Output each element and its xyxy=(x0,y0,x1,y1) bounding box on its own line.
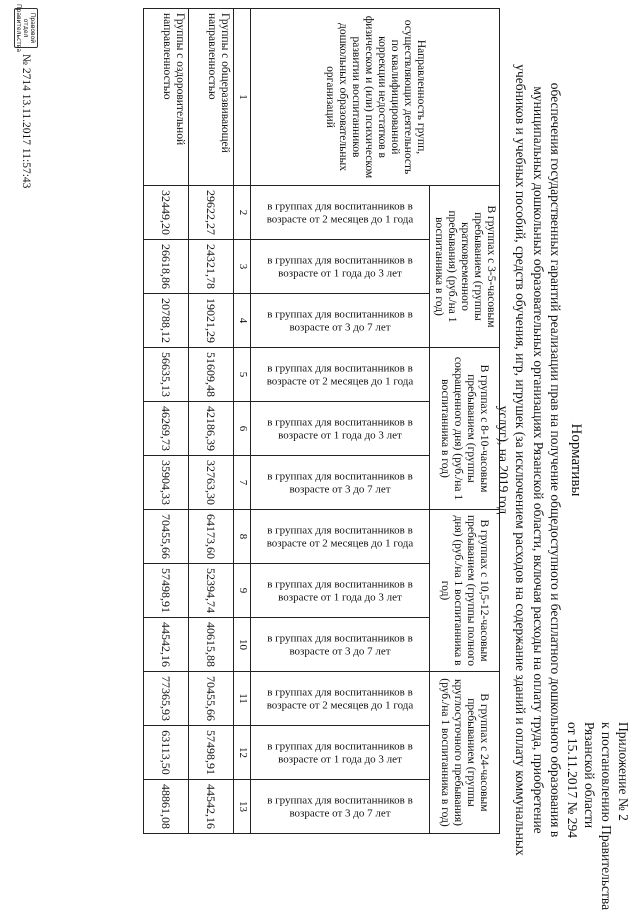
table-cell: 32763,30 xyxy=(189,456,234,510)
column-number: 4 xyxy=(234,294,251,348)
group-header-round-the-clock: В группах с 24-часовым пребыванием (группы круглосуточного пребывания) (руб./на 1 воспитанника в год) xyxy=(430,672,500,834)
subheader-age-3y-7y: в группах для воспитанников в возрасте от 3 до 7 лет xyxy=(251,780,430,834)
row-label-health: Группы с оздоровительной направленностью xyxy=(144,9,189,186)
column-number: 7 xyxy=(234,456,251,510)
column-number: 12 xyxy=(234,726,251,780)
table-cell: 70455,66 xyxy=(144,510,189,564)
table-cell: 57498,91 xyxy=(144,564,189,618)
stamp-logo-text: Правовой отдел Правительства xyxy=(15,4,37,52)
table-row xyxy=(189,9,234,834)
stamp-text: № 2714 13.11.2017 11:57:43 xyxy=(20,54,32,189)
column-number: 3 xyxy=(234,240,251,294)
subheader-age-3y-7y: в группах для воспитанников в возрасте от 3 до 7 лет xyxy=(251,618,430,672)
column-number: 2 xyxy=(234,186,251,240)
table-cell: 56635,13 xyxy=(144,348,189,402)
title-heading: Нормативы xyxy=(568,423,584,497)
table-cell: 52394,74 xyxy=(189,564,234,618)
table-row xyxy=(144,9,189,834)
table-cell: 40615,88 xyxy=(189,618,234,672)
column-number: 13 xyxy=(234,780,251,834)
corner-header: Направленность групп, осуществляющих деятельность по квалифицированной коррекции недостатков в физическом и (или) психическом развитии воспитанников дошкольных образовательных организаций xyxy=(251,9,500,186)
registration-stamp xyxy=(14,4,38,428)
subheader-age-2m-1y: в группах для воспитанников в возрасте от 2 месяцев до 1 года xyxy=(251,348,430,402)
table-cell: 20788,12 xyxy=(144,294,189,348)
table-cell: 64173,60 xyxy=(189,510,234,564)
column-number: 10 xyxy=(234,618,251,672)
table-cell: 26618,86 xyxy=(144,240,189,294)
column-number-row xyxy=(234,9,251,834)
table-cell: 32449,20 xyxy=(144,186,189,240)
table-cell: 46269,73 xyxy=(144,402,189,456)
subheader-age-1y-3y: в группах для воспитанников в возрасте от 1 года до 3 лет xyxy=(251,726,430,780)
group-header-short-stay: В группах с 3-5-часовым пребыванием (группы кратковременного пребывания) (руб./на 1 воспитанника в год) xyxy=(430,186,500,348)
title-body: обеспечения государственных гарантий реализации прав на получение общедоступного и бесплатного дошкольного образования в муниципальных дошкольных образовательных организациях Рязанской области, включая расходы на оплату труда, приобретение учебников и учебных пособий, средств обучения, игр, игрушек (за исключением расходов на содержание зданий и оплату коммунальных услуг), на 2019 год xyxy=(496,64,564,856)
appendix-line-1: Приложение № 2 xyxy=(616,722,631,821)
table-cell: 70455,66 xyxy=(189,672,234,726)
appendix-line-4: от 15.11.2017 № 294 xyxy=(565,722,580,838)
table-cell: 63113,50 xyxy=(144,726,189,780)
subheader-age-1y-3y: в группах для воспитанников в возрасте от 1 года до 3 лет xyxy=(251,564,430,618)
appendix-line-3: Рязанской области xyxy=(582,722,597,829)
subheader-age-2m-1y: в группах для воспитанников в возрасте от 2 месяцев до 1 года xyxy=(251,186,430,240)
table-cell: 77365,93 xyxy=(144,672,189,726)
subheader-age-3y-7y: в группах для воспитанников в возрасте от 3 до 7 лет xyxy=(251,456,430,510)
column-number: 1 xyxy=(234,9,251,186)
appendix-line-2: к постановлению Правительства xyxy=(599,722,614,910)
norms-table xyxy=(143,8,500,834)
column-number: 8 xyxy=(234,510,251,564)
table-cell: 19021,29 xyxy=(189,294,234,348)
column-number: 5 xyxy=(234,348,251,402)
subheader-age-3y-7y: в группах для воспитанников в возрасте от 3 до 7 лет xyxy=(251,294,430,348)
row-label-general: Группы с общеразвивающей направленностью xyxy=(189,9,234,186)
table-cell: 51609,48 xyxy=(189,348,234,402)
column-number: 11 xyxy=(234,672,251,726)
subheader-age-2m-1y: в группах для воспитанников в возрасте от 2 месяцев до 1 года xyxy=(251,672,430,726)
table-cell: 44542,16 xyxy=(189,780,234,834)
subheader-age-2m-1y: в группах для воспитанников в возрасте от 2 месяцев до 1 года xyxy=(251,510,430,564)
subheader-age-1y-3y: в группах для воспитанников в возрасте от 1 года до 3 лет xyxy=(251,402,430,456)
table-cell: 24321,78 xyxy=(189,240,234,294)
table-cell: 57498,91 xyxy=(189,726,234,780)
group-header-reduced-day: В группах с 8-10-часовым пребыванием (группы сокращенного дня) (руб./на 1 воспитанника в год) xyxy=(430,348,500,510)
table-cell: 29622,27 xyxy=(189,186,234,240)
subheader-age-1y-3y: в группах для воспитанников в возрасте от 1 года до 3 лет xyxy=(251,240,430,294)
column-number: 6 xyxy=(234,402,251,456)
table-cell: 42186,39 xyxy=(189,402,234,456)
column-number: 9 xyxy=(234,564,251,618)
document-title xyxy=(495,60,585,860)
table-cell: 48861,08 xyxy=(144,780,189,834)
stamp-logo xyxy=(14,4,38,52)
table-group-header-row xyxy=(430,9,500,834)
table-cell: 44542,16 xyxy=(144,618,189,672)
group-header-full-day: В группах с 10,5-12-часовым пребыванием (группы полного дня) (руб./на 1 воспитанника в год) xyxy=(430,510,500,672)
table-cell: 35904,33 xyxy=(144,456,189,510)
